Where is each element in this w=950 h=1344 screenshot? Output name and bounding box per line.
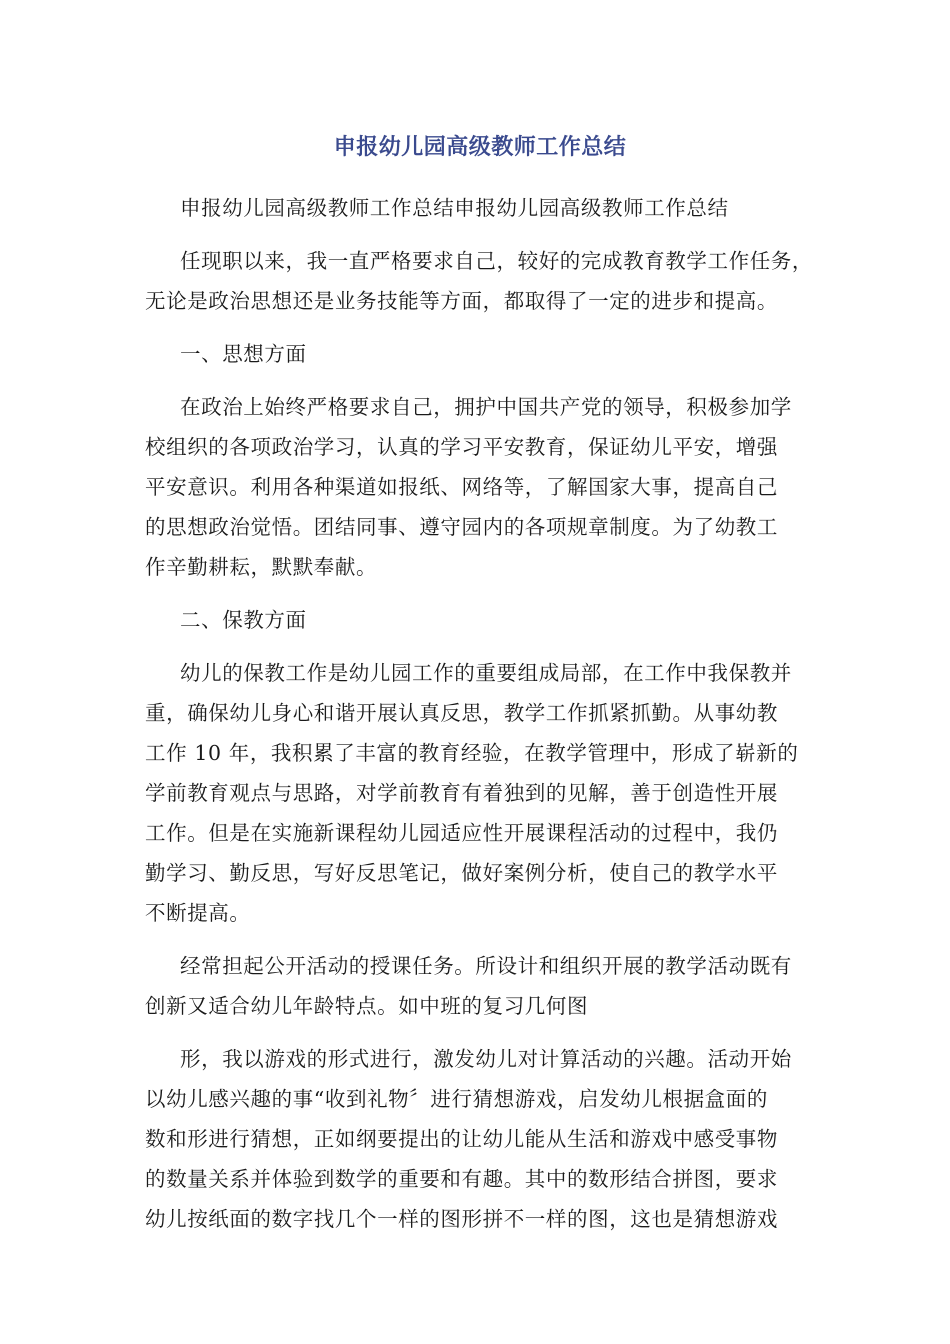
paragraph (145, 600, 815, 640)
paragraph-line: 勤学习、勤反思，写好反思笔记，做好案例分析，使自己的教学水平 (145, 861, 778, 885)
paragraph (145, 387, 815, 587)
paragraph-line: 的数量关系并体验到数学的重要和有趣。其中的数形结合拼图，要求 (145, 1167, 778, 1191)
paragraph (145, 1039, 815, 1239)
paragraph-line: 平安意识。利用各种渠道如报纸、网络等，了解国家大事，提高自己 (145, 475, 778, 499)
paragraph-line: 幼儿按纸面的数字找几个一样的图形拼不一样的图，这也是猜想游戏 (145, 1207, 778, 1231)
paragraph (145, 188, 815, 228)
paragraph-line: 在政治上始终严格要求自己，拥护中国共产党的领导，积极参加学 (180, 395, 792, 419)
paragraph-line: 工作。但是在实施新课程幼儿园适应性开展课程活动的过程中，我仍 (145, 821, 778, 845)
paragraph-line: 重，确保幼儿身心和谐开展认真反思，教学工作抓紧抓勤。从事幼教 (145, 701, 778, 725)
paragraph-line: 的思想政治觉悟。团结同事、遵守园内的各项规章制度。为了幼教工 (145, 515, 778, 539)
document-title: 申报幼儿园高级教师工作总结 (333, 135, 627, 160)
document-body (145, 188, 815, 1239)
paragraph (145, 946, 815, 1026)
paragraph-line: 数和形进行猜想，正如纲要提出的让幼儿能从生活和游戏中感受事物 (145, 1127, 778, 1151)
paragraph (145, 653, 815, 933)
paragraph-line: 一、思想方面 (180, 342, 307, 366)
paragraph-line: 幼儿的保教工作是幼儿园工作的重要组成局部，在工作中我保教并 (180, 661, 792, 685)
paragraph-line: 经常担起公开活动的授课任务。所设计和组织开展的教学活动既有 (180, 954, 792, 978)
paragraph-line: 以幼儿感兴趣的事“收到礼物〞进行猜想游戏，启发幼儿根据盒面的 (145, 1087, 768, 1111)
paragraph-line: 无论是政治思想还是业务技能等方面，都取得了一定的进步和提高。 (145, 289, 778, 313)
paragraph-line: 二、保教方面 (180, 608, 307, 632)
paragraph-line: 形，我以游戏的形式进行，激发幼儿对计算活动的兴趣。活动开始 (180, 1047, 792, 1071)
paragraph (145, 334, 815, 374)
paragraph-line: 校组织的各项政治学习，认真的学习平安教育，保证幼儿平安，增强 (145, 435, 778, 459)
paragraph-line: 学前教育观点与思路，对学前教育有着独到的见解，善于创造性开展 (145, 781, 778, 805)
paragraph (145, 241, 815, 321)
paragraph-line: 任现职以来，我一直严格要求自己，较好的完成教育教学工作任务， (180, 249, 813, 273)
paragraph-line: 申报幼儿园高级教师工作总结申报幼儿园高级教师工作总结 (180, 196, 729, 220)
paragraph-line: 工作 10 年，我积累了丰富的教育经验，在教学管理中，形成了崭新的 (145, 741, 799, 765)
paragraph-line: 创新又适合幼儿年龄特点。如中班的复习几何图 (145, 994, 589, 1018)
paragraph-line: 作辛勤耕耘，默默奉献。 (145, 555, 378, 579)
paragraph-line: 不断提高。 (145, 901, 251, 925)
document-page (145, 128, 815, 1252)
